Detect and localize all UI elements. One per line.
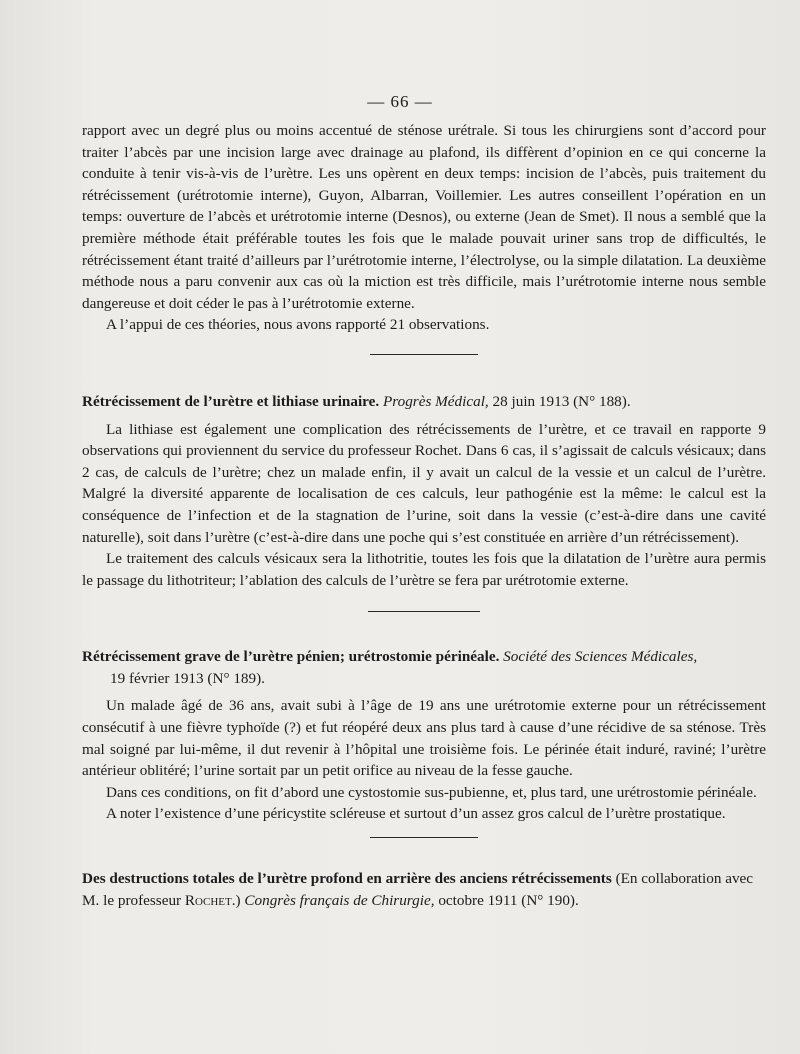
- entry-189-title: [82, 646, 766, 689]
- entry-189-title-text: Rétrécissement grave de l’urètre pénien; urétrostomie périnéale.: [82, 648, 500, 666]
- entry-188-journal: Progrès Médical,: [382, 392, 489, 410]
- entry-188-date: 28 juin 1913 (N° 188).: [488, 392, 631, 410]
- entry-189-paragraph: Un malade âgé de 36 ans, avait subi à l’âge de 19 ans une urétrotomie externe pour un rétrécissement consécutif à une fièvre typhoïde (?) et fut réopéré deux ans plus tard à cause d’une récidive de sa sténose. Très mal soigné par lui-même, il dut revenir à l’hôpital une troisième fois. Le périnée était induré, raviné; l’urètre antérieur oblitéré; l’urine sortait par un petit orifice au niveau de la fesse gauche.: [82, 697, 766, 780]
- entry-188-paragraph: Le traitement des calculs vésicaux sera la lithotritie, toutes les fois que la dilatation de l’urètre aura permis le passage du lithotriteur; l’ablation des calculs de l’urètre se fera par urétrotomie externe.: [82, 550, 766, 589]
- entry-188-title-text: Rétrécissement de l’urètre et lithiase urinaire.: [82, 392, 380, 410]
- entry-190-journal: Congrès français de Chirurgie,: [244, 891, 435, 909]
- intro-paragraph: rapport avec un degré plus ou moins accentué de sténose urétrale. Si tous les chirurgiens sont d’accord pour traiter l’abcès par une incision large avec drainage au plafond, ils diffèrent d’opinion en ce qui concerne la conduite à tenir vis-à-vis de l’urètre. Les uns opèrent en deux temps: incision de l’abcès, puis traitement du rétrécissement (urétrotomie interne), Guyon, Albarran, Voillemier. Les autres conseillent l’opération en un temps: ouverture de l’abcès et urétrotomie interne (Desnos), ou externe (Jean de Smet). Il nous a semblé que la première méthode était préférable toutes les fois que le malade pouvait uriner sans trop de difficultés, le rétrécissement étant traité d’ailleurs par l’urétrotomie interne, l’électrolyse, ou la simple dilatation. La deuxième méthode nous a paru convenir aux cas où la miction est très difficile, mais l’urétrotomie interne nous semble dangereuse et doit céder le pas à l’urétrotomie externe.: [82, 122, 766, 312]
- entry-189-date: 19 février 1913 (N° 189).: [110, 669, 265, 687]
- section-divider: [370, 837, 478, 838]
- entry-190-title: [82, 868, 766, 911]
- intro-conclusion: A l’appui de ces théories, nous avons rapporté 21 observations.: [106, 316, 490, 334]
- entry-188-paragraph: La lithiase est également une complication des rétrécissements de l’urètre, et ce travail en rapporte 9 observations qui proviennent du service du professeur Rochet. Dans 6 cas, il s’agissait de calculs vésicaux; dans 2 cas, de calculs de l’urètre; chez un malade enfin, il y avait un calcul de la vessie et un calcul de l’urètre. Malgré la diversité apparente de localisation de ces calculs, leur pathogénie est la même: le calcul est la conséquence de l’infection et de la stagnation de l’urine, soit dans la vessie (c’est-à-dire dans une cavité naturelle), soit dans l’urètre (c’est-à-dire dans une poche qui s’est constituée en arrière d’un rétrécissement).: [82, 420, 766, 546]
- entry-189-paragraph: Dans ces conditions, on fit d’abord une cystostomie sus-pubienne, et, plus tard, une urétrostomie périnéale.: [106, 783, 757, 801]
- entry-190-collab-name: Rochet: [184, 891, 232, 909]
- page-content: [82, 120, 766, 917]
- entry-189-journal: Société des Sciences Médicales,: [503, 648, 698, 666]
- entry-190-collab-post: .): [231, 891, 245, 909]
- section-divider: [368, 611, 480, 612]
- entry-190-collab-pre: (En collaboration avec M. le professeur: [82, 870, 754, 909]
- entry-190-date: octobre 1911 (N° 190).: [434, 891, 579, 909]
- page-number: — 66 —: [367, 92, 433, 111]
- section-divider: [370, 354, 478, 355]
- entry-189-paragraph: A noter l’existence d’une péricystite scléreuse et surtout d’un assez gros calcul de l’urètre prostatique.: [106, 805, 726, 823]
- entry-190-title-text: Des destructions totales de l’urètre profond en arrière des anciens rétrécissements: [82, 870, 612, 888]
- entry-188-title: [82, 391, 766, 413]
